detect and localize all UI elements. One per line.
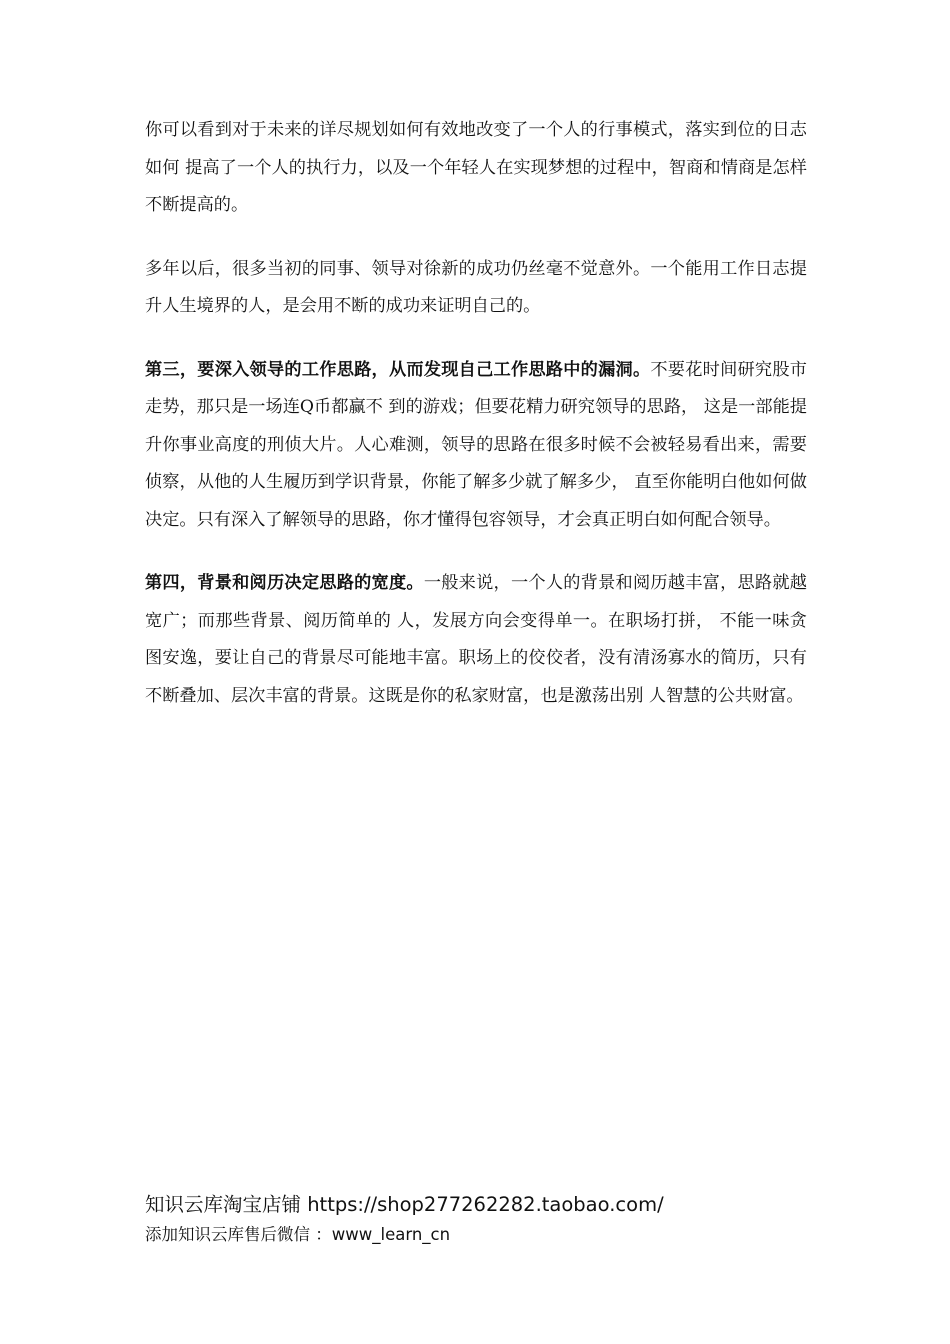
paragraph-3 [145, 352, 807, 540]
paragraph-3-text: 不要花时间研究股市走势，那只是一场连Q币都赢不 到的游戏；但要花精力研究领导的思路， 这是一部能提升你事业高度的刑侦大片。人心难测，领导的思路在很多时候不会被轻易看出来，需要侦察，从他的人生履历到学识背景，你能了解多少就了解多少， 直至你能明白他如何做决定。只有深入了解领导的思路，你才懂得包容领导，才会真正明白如何配合领导。 [145, 359, 807, 530]
paragraph-4-heading: 第四，背景和阅历决定思路的宽度。 [145, 573, 424, 593]
document-body [145, 112, 807, 741]
paragraph-3-heading: 第三，要深入领导的工作思路，从而发现自己工作思路中的漏洞。 [145, 359, 651, 380]
paragraph-4-text: 一般来说，一个人的背景和阅历越丰富，思路就越宽广；而那些背景、阅历简单的 人，发展方向会变得单一。在职场打拼， 不能一味贪图安逸，要让自己的背景尽可能地丰富。职场上的佼佼者，没有清汤寡水的简历，只有不断叠加、层次丰富的背景。这既是你的私家财富，也是激荡出别 人智慧的公共财富。 [145, 573, 807, 706]
footer-shop-link: 知识云库淘宝店铺 https://shop277262282.taobao.com/ [145, 1193, 664, 1216]
page-footer [145, 1188, 845, 1248]
paragraph-2 [145, 251, 807, 326]
paragraph-2-text: 多年以后，很多当初的同事、领导对徐新的成功仍丝毫不觉意外。一个能用工作日志提升人生境界的人，是会用不断的成功来证明自己的。 [145, 258, 807, 316]
footer-wechat-info: 添加知识云库售后微信 ：www_learn_cn [145, 1225, 451, 1244]
paragraph-4 [145, 565, 807, 715]
paragraph-1-text: 你可以看到对于未来的详尽规划如何有效地改变了一个人的行事模式，落实到位的日志如何 提高了一个人的执行力，以及一个年轻人在实现梦想的过程中，智商和情商是怎样不断提高的。 [145, 120, 807, 215]
paragraph-1 [145, 112, 807, 225]
